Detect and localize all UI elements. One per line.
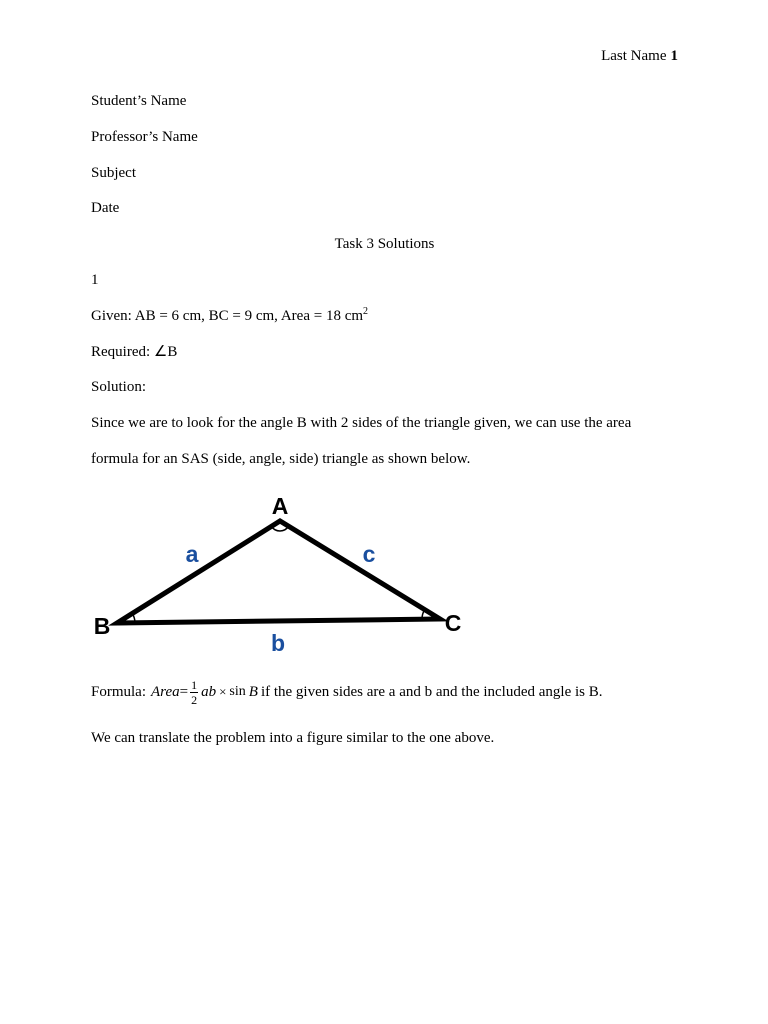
formula-times: × — [219, 684, 227, 699]
vertex-label-c: C — [444, 610, 462, 636]
closing-sentence: We can translate the problem into a figure similar to the one above. — [91, 730, 495, 746]
document-body — [91, 84, 678, 478]
given-statement — [91, 299, 678, 335]
required-statement: Required: ∠B — [91, 343, 178, 360]
formula-angle: B — [248, 683, 258, 700]
given-exponent: 2 — [363, 305, 369, 317]
solution-paragraph-line: formula for an SAS (side, angle, side) triangle as shown below. — [91, 450, 471, 467]
document-title: Task 3 Solutions — [334, 236, 435, 253]
triangle-figure — [85, 488, 475, 660]
formula-function: sin — [229, 684, 246, 699]
formula-equals: = — [179, 683, 189, 700]
page-number: 1 — [670, 48, 678, 64]
professor-name: Professor’s Name — [91, 128, 198, 145]
subject: Subject — [91, 164, 136, 181]
formula-lhs: Area — [151, 683, 180, 700]
vertex-label-a: A — [271, 493, 289, 519]
student-name: Student’s Name — [91, 93, 187, 109]
formula-variables: ab — [201, 683, 217, 700]
given-text: Given: AB = 6 cm, BC = 9 cm, Area = 18 cm — [91, 307, 364, 324]
solution-label: Solution: — [91, 379, 147, 396]
side-label-a: a — [185, 541, 199, 567]
vertex-label-b: B — [93, 613, 111, 639]
formula-line — [91, 674, 603, 710]
triangle-outline — [117, 521, 440, 623]
solution-paragraph-line: Since we are to look for the angle B with 2 sides of the triangle given, we can use the area — [91, 415, 632, 432]
problem-number: 1 — [91, 271, 99, 288]
formula-prefix: Formula: — [91, 683, 146, 700]
side-label-c: c — [362, 541, 376, 567]
formula-suffix: if the given sides are a and b and the included angle is B. — [260, 683, 603, 700]
header-last-name: Last Name — [601, 48, 667, 64]
side-label-b: b — [270, 630, 286, 656]
date: Date — [91, 200, 120, 217]
formula-fraction — [190, 678, 198, 707]
fraction-numerator: 1 — [191, 677, 198, 692]
fraction-denominator: 2 — [191, 692, 198, 707]
running-header — [601, 47, 678, 65]
